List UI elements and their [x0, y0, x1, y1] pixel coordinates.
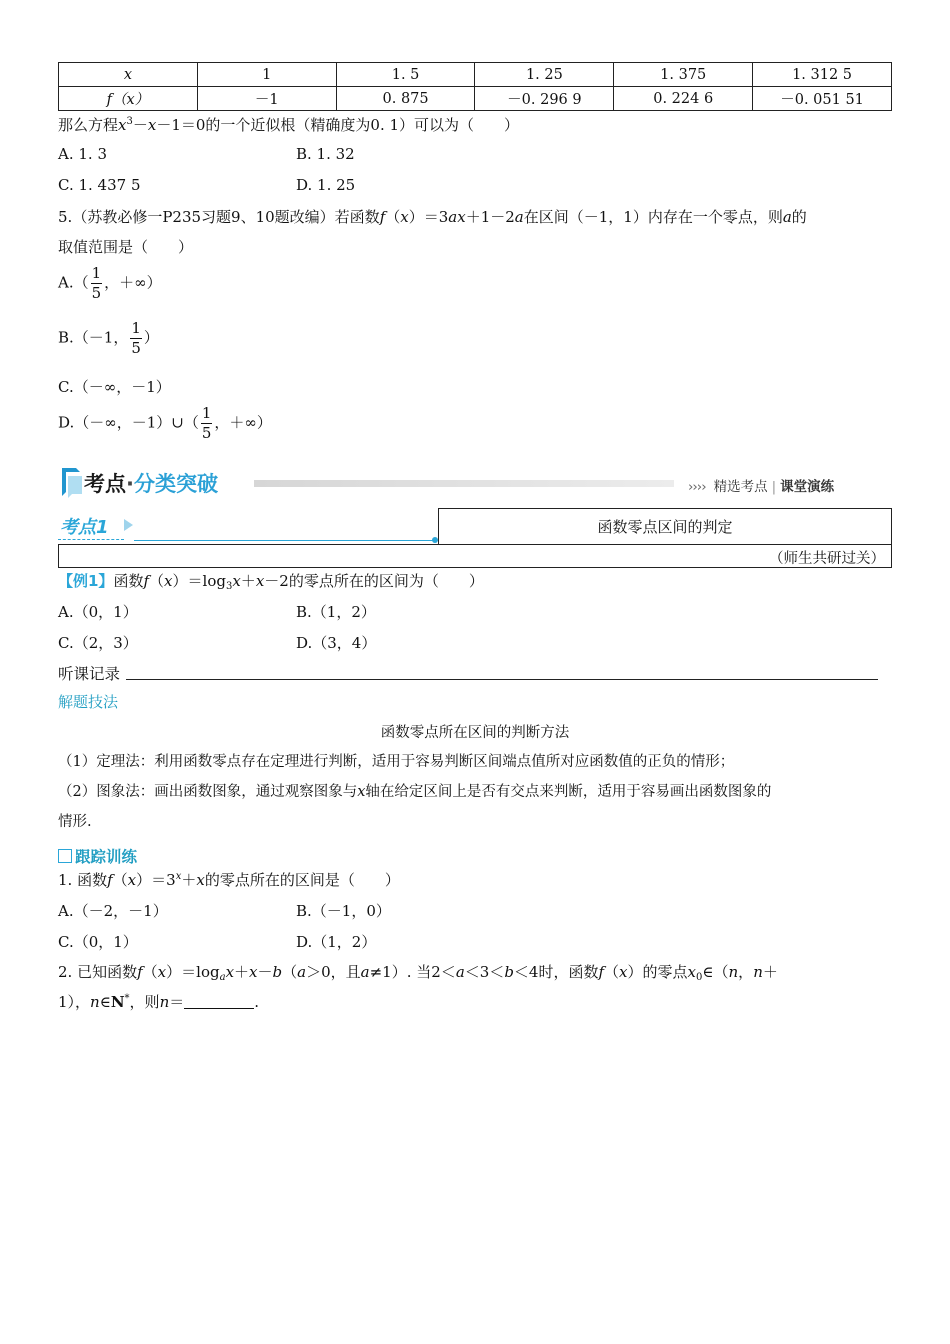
q5-option-c[interactable]: C.（－∞，－1）: [58, 378, 171, 396]
table-cell: 1. 312 5: [753, 63, 892, 87]
table-cell: 0. 224 6: [614, 87, 753, 111]
fraction: $\frac{1}{5}$: [91, 264, 102, 302]
example1-option-a[interactable]: A.（0，1）: [58, 603, 138, 621]
table-cell: 0. 875: [336, 87, 475, 111]
kaodian-label-underline: [58, 539, 124, 540]
banner-arrows: ››››: [688, 479, 706, 495]
table-cell: 1: [197, 63, 336, 87]
example1-option-b[interactable]: B.（1，2）: [296, 603, 376, 621]
example1-option-c[interactable]: C.（2，3）: [58, 634, 138, 652]
value-table: [58, 62, 892, 111]
table-header-fx: f（x）: [59, 87, 198, 111]
technique-p1: （1）定理法：利用函数零点存在定理进行判断，适用于容易判断区间端点值所对应函数值的正负的情形；: [58, 754, 735, 770]
table-header-x: x: [59, 63, 198, 87]
practice-q1-option-d[interactable]: D.（1，2）: [296, 933, 377, 951]
q5-stem-line2: 取值范围是（ ）: [58, 238, 194, 256]
fraction: $\frac{1}{5}$: [201, 404, 212, 442]
q5-stem: 5.（苏教必修一P235习题9、10题改编）若函数f（x）＝3ax＋1－2a在区间（－1，1）内存在一个零点，则a的: [58, 208, 807, 226]
banner-right-a: 精选考点: [713, 479, 768, 495]
kaodian-title: 函数零点区间的判定: [597, 518, 733, 536]
kaodian-note-box: [58, 544, 892, 568]
notes-label: 听课记录: [58, 665, 121, 683]
practice-q1-stem: 1. 函数$f(x)=3^x+x$的零点所在的区间是（ ）: [58, 871, 400, 889]
table-cell: －1: [197, 87, 336, 111]
q4-option-b[interactable]: B. 1. 32: [296, 145, 355, 163]
practice-q2-stem: 2. 已知函数$f(x)=\log_ax+x-b(a>0$，且a≠1）. 当2＜a＜3＜b＜4时，函数f（x）的零点$x_0\in(n$，n＋: [58, 963, 778, 983]
banner-corner-icon: [58, 466, 84, 500]
banner-right-b: 课堂演练: [780, 479, 835, 495]
technique-title: 函数零点所在区间的判断方法: [380, 725, 570, 741]
answer-blank[interactable]: [184, 994, 254, 1009]
table-row: [59, 87, 892, 111]
q5-option-d[interactable]: D.（－∞，－1）∪（ $\frac{1}{5}$ ，＋∞）: [58, 404, 272, 442]
kaodian-note: （师生共研过关）: [769, 551, 885, 567]
notes-line[interactable]: [126, 679, 878, 680]
technique-p2: （2）图象法：画出函数图象，通过观察图象与x轴在给定区间上是否有交点来判断，适用于容易画出函数图象的: [58, 784, 772, 800]
q5-option-b[interactable]: B.（－1， $\frac{1}{5}$ ）: [58, 319, 159, 357]
practice-heading: 跟踪训练: [58, 845, 137, 867]
practice-q1-option-c[interactable]: C.（0，1）: [58, 933, 138, 951]
banner-dot: ·: [126, 472, 134, 496]
technique-label: 解题技法: [58, 693, 119, 711]
example1-stem: 【例1】函数$f(x)=\log_3x+x-2$的零点所在的区间为（ ）: [58, 572, 484, 592]
banner-separator: |: [771, 479, 777, 495]
q4-option-d[interactable]: D. 1. 25: [296, 176, 356, 194]
play-triangle-icon: [122, 518, 134, 532]
banner-title-b: 分类突破: [133, 472, 218, 496]
table-cell: －0. 296 9: [475, 87, 614, 111]
table-cell: 1. 5: [336, 63, 475, 87]
kaodian-rule: [134, 540, 434, 541]
q5-option-a[interactable]: A.（ $\frac{1}{5}$ ，＋∞）: [58, 264, 162, 302]
example-label: 【例1】: [58, 572, 114, 590]
practice-q1-option-a[interactable]: A.（－2，－1）: [58, 902, 168, 920]
q4-option-a[interactable]: A. 1. 3: [58, 145, 107, 163]
q4-stem: 那么方程$x^3-x-1=0$的一个近似根（精确度为0. 1）可以为（ ）: [58, 116, 520, 134]
table-cell: 1. 25: [475, 63, 614, 87]
table-cell: －0. 051 51: [753, 87, 892, 111]
banner-divider: [254, 480, 674, 487]
fraction: $\frac{1}{5}$: [131, 319, 141, 357]
kaodian-title-box: [438, 508, 892, 544]
technique-p3: 情形.: [58, 814, 92, 830]
practice-q1-option-b[interactable]: B.（－1，0）: [296, 902, 391, 920]
example1-option-d[interactable]: D.（3，4）: [296, 634, 377, 652]
practice-q2-stem-line2: 1），n∈N*，则n＝ .: [58, 993, 260, 1011]
q4-option-c[interactable]: C. 1. 437 5: [58, 176, 141, 194]
table-row: [59, 63, 892, 87]
banner-title-a: 考点: [84, 472, 126, 496]
section-banner: [58, 466, 892, 500]
kaodian-label: 考点1: [60, 517, 109, 538]
checkbox-icon: [58, 849, 72, 863]
table-cell: 1. 375: [614, 63, 753, 87]
